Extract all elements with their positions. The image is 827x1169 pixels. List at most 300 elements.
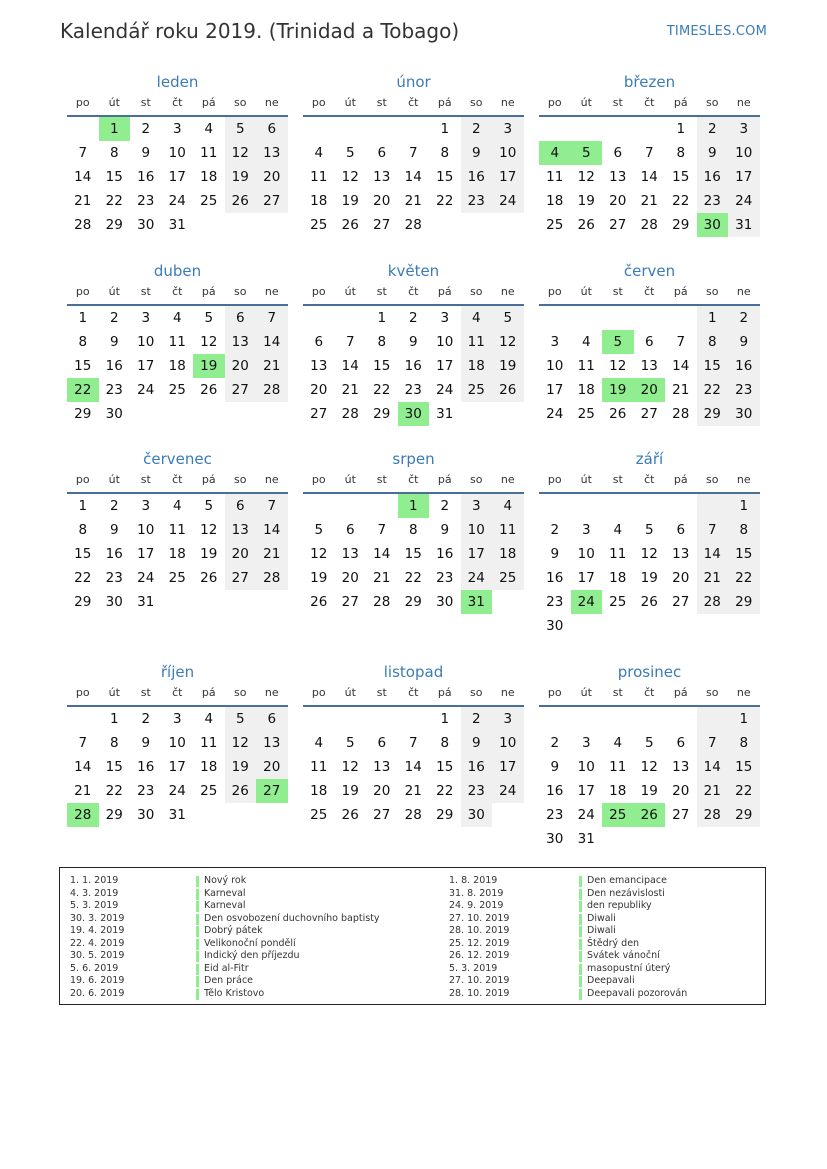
day-cell: 20: [609, 193, 627, 209]
day-cell: 27: [256, 779, 288, 803]
day-cell: 28: [74, 217, 92, 233]
holiday-marker: [579, 926, 582, 937]
day-cell: 5: [644, 522, 654, 538]
day-empty: [492, 213, 524, 237]
weekday-label: so: [706, 96, 719, 109]
weekday-label: pá: [437, 686, 452, 699]
day-cell: 16: [461, 755, 493, 779]
day-cell: 20: [373, 783, 391, 799]
day-cell: 20: [256, 755, 288, 779]
day-cell: 22: [436, 783, 454, 799]
day-cell: 2: [697, 117, 729, 141]
day-cell: 22: [105, 783, 123, 799]
weekday-label: út: [108, 473, 120, 486]
day-empty: [130, 402, 162, 426]
day-cell: 25: [168, 570, 186, 586]
day-cell: 16: [546, 570, 564, 586]
month-12: [539, 661, 760, 851]
day-cell: 26: [640, 594, 658, 610]
weekday-label: st: [612, 686, 623, 699]
day-cell: 8: [697, 330, 729, 354]
day-cell: 26: [225, 189, 257, 213]
day-cell: 19: [193, 354, 225, 378]
day-cell: 5: [571, 141, 603, 165]
weekday-label: út: [108, 285, 120, 298]
day-cell: 30: [137, 217, 155, 233]
day-cell: 7: [256, 306, 288, 330]
day-cell: 26: [310, 594, 328, 610]
day-empty: [193, 213, 225, 237]
day-cell: 4: [613, 522, 623, 538]
day-cell: 16: [697, 165, 729, 189]
day-cell: 18: [310, 783, 328, 799]
holiday-date: 30. 5. 2019: [70, 950, 125, 961]
holiday-marker: [579, 939, 582, 950]
day-cell: 14: [697, 542, 729, 566]
day-cell: 15: [672, 169, 690, 185]
day-cell: 17: [577, 570, 595, 586]
day-cell: 18: [492, 542, 524, 566]
weekday-header: [303, 282, 524, 306]
day-cell: 6: [345, 522, 355, 538]
holiday-marker: [579, 964, 582, 975]
weekday-header: [67, 470, 288, 494]
day-cell: 27: [672, 594, 690, 610]
day-cell: 12: [225, 731, 257, 755]
day-cell: 14: [404, 759, 422, 775]
month-name: září: [635, 450, 664, 468]
day-empty: [539, 117, 571, 141]
weekday-label: ne: [736, 96, 751, 109]
holiday-name: Deepavali pozorován: [587, 987, 688, 999]
holiday-marker: [196, 876, 199, 887]
day-cell: 11: [200, 145, 218, 161]
day-cell: 24: [168, 193, 186, 209]
day-cell: 10: [728, 141, 760, 165]
day-cell: 23: [461, 189, 493, 213]
day-cell: 1: [398, 494, 430, 518]
day-cell: 31: [728, 213, 760, 237]
day-empty: [366, 707, 398, 731]
weekday-label: út: [344, 686, 356, 699]
holiday-marker: [579, 914, 582, 925]
day-cell: 12: [200, 334, 218, 350]
day-cell: 28: [672, 406, 690, 422]
day-cell: 21: [672, 382, 690, 398]
day-cell: 18: [200, 169, 218, 185]
day-cell: 22: [672, 193, 690, 209]
day-grid: [303, 494, 524, 614]
weekday-label: ne: [736, 686, 751, 699]
day-cell: 2: [461, 707, 493, 731]
weekday-label: po: [75, 686, 90, 699]
day-cell: 20: [256, 165, 288, 189]
weekday-label: ne: [500, 285, 515, 298]
month-5: [303, 260, 524, 426]
day-empty: [728, 614, 760, 638]
holiday-name: masopustní úterý: [587, 962, 671, 974]
day-cell: 13: [256, 141, 288, 165]
month-name: červenec: [143, 450, 212, 468]
month-name: říjen: [160, 663, 195, 681]
day-cell: 28: [67, 803, 99, 827]
day-cell: 12: [341, 169, 359, 185]
day-cell: 10: [577, 759, 595, 775]
day-cell: 5: [345, 145, 355, 161]
day-grid: [67, 707, 288, 827]
day-cell: 27: [609, 217, 627, 233]
day-cell: 15: [728, 755, 760, 779]
day-cell: 20: [225, 354, 257, 378]
day-cell: 12: [609, 358, 627, 374]
day-cell: 30: [105, 594, 123, 610]
month-name: květen: [387, 262, 440, 280]
day-empty: [697, 494, 729, 518]
day-cell: 19: [341, 783, 359, 799]
day-cell: 13: [609, 169, 627, 185]
day-cell: 16: [436, 546, 454, 562]
day-cell: 14: [256, 518, 288, 542]
day-cell: 30: [697, 213, 729, 237]
day-cell: 29: [697, 402, 729, 426]
day-empty: [492, 402, 524, 426]
day-cell: 1: [440, 121, 450, 137]
day-cell: 1: [78, 310, 88, 326]
day-cell: 4: [172, 498, 182, 514]
month-3: [539, 71, 760, 237]
day-cell: 6: [256, 707, 288, 731]
weekday-label: ne: [264, 686, 279, 699]
day-cell: 3: [141, 498, 151, 514]
day-cell: 2: [109, 498, 119, 514]
day-empty: [303, 306, 335, 330]
month-name: červen: [623, 262, 676, 280]
day-empty: [697, 614, 729, 638]
day-cell: 3: [550, 334, 560, 350]
day-empty: [335, 707, 367, 731]
day-cell: 8: [109, 735, 119, 751]
day-cell: 11: [492, 518, 524, 542]
weekday-label: st: [376, 285, 387, 298]
day-cell: 3: [141, 310, 151, 326]
weekday-label: čt: [408, 473, 419, 486]
day-cell: 10: [168, 145, 186, 161]
day-cell: 12: [640, 546, 658, 562]
day-cell: 18: [546, 193, 564, 209]
holiday-marker: [196, 951, 199, 962]
day-empty: [539, 707, 571, 731]
day-cell: 24: [168, 783, 186, 799]
day-cell: 10: [168, 735, 186, 751]
day-cell: 11: [609, 759, 627, 775]
weekday-label: st: [612, 285, 623, 298]
weekday-header: [303, 470, 524, 494]
day-cell: 5: [345, 735, 355, 751]
holiday-name: Eid al-Fitr: [204, 962, 249, 974]
day-cell: 21: [697, 566, 729, 590]
day-cell: 30: [137, 807, 155, 823]
day-cell: 13: [256, 731, 288, 755]
day-cell: 1: [440, 711, 450, 727]
day-cell: 22: [404, 570, 422, 586]
day-cell: 19: [310, 570, 328, 586]
day-cell: 26: [341, 217, 359, 233]
day-cell: 11: [310, 759, 328, 775]
month-name: leden: [156, 73, 199, 91]
day-empty: [634, 827, 666, 851]
weekday-header: [67, 282, 288, 306]
weekday-label: ne: [264, 473, 279, 486]
day-cell: 1: [728, 707, 760, 731]
holiday-marker: [196, 914, 199, 925]
day-cell: 28: [640, 217, 658, 233]
weekday-label: pá: [673, 686, 688, 699]
day-cell: 13: [225, 330, 257, 354]
weekday-label: čt: [644, 96, 655, 109]
day-cell: 27: [256, 189, 288, 213]
weekday-label: so: [470, 96, 483, 109]
day-cell: 10: [461, 518, 493, 542]
day-cell: 27: [373, 807, 391, 823]
day-cell: 10: [137, 334, 155, 350]
day-empty: [461, 402, 493, 426]
day-cell: 2: [109, 310, 119, 326]
weekday-label: út: [580, 473, 592, 486]
holiday-name: Štědrý den: [587, 937, 640, 949]
day-cell: 5: [492, 306, 524, 330]
holiday-legend: [59, 867, 766, 1005]
weekday-label: út: [580, 285, 592, 298]
day-empty: [571, 707, 603, 731]
day-empty: [335, 494, 367, 518]
day-cell: 15: [105, 759, 123, 775]
day-empty: [571, 494, 603, 518]
day-cell: 11: [310, 169, 328, 185]
day-cell: 9: [461, 731, 493, 755]
day-grid: [539, 494, 760, 638]
day-cell: 2: [550, 522, 560, 538]
holiday-date: 5. 3. 2019: [70, 900, 119, 911]
day-cell: 5: [314, 522, 324, 538]
weekday-label: po: [75, 96, 90, 109]
day-cell: 7: [78, 735, 88, 751]
weekday-label: po: [311, 285, 326, 298]
day-empty: [162, 590, 194, 614]
holiday-marker: [579, 876, 582, 887]
day-cell: 2: [141, 711, 151, 727]
day-cell: 17: [436, 358, 454, 374]
day-cell: 1: [377, 310, 387, 326]
day-cell: 6: [676, 522, 686, 538]
day-empty: [697, 707, 729, 731]
day-cell: 10: [492, 731, 524, 755]
day-cell: 18: [609, 783, 627, 799]
day-cell: 15: [373, 358, 391, 374]
day-cell: 4: [172, 310, 182, 326]
day-cell: 8: [377, 334, 387, 350]
day-cell: 29: [105, 807, 123, 823]
day-cell: 13: [373, 759, 391, 775]
day-empty: [67, 117, 99, 141]
weekday-label: út: [580, 96, 592, 109]
day-cell: 25: [310, 217, 328, 233]
day-cell: 14: [256, 330, 288, 354]
day-cell: 21: [404, 193, 422, 209]
month-name: březen: [623, 73, 676, 91]
day-cell: 23: [105, 382, 123, 398]
day-cell: 25: [461, 378, 493, 402]
day-empty: [539, 494, 571, 518]
holiday-name: Diwali: [587, 925, 616, 936]
day-cell: 9: [550, 546, 560, 562]
day-cell: 14: [341, 358, 359, 374]
day-grid: [67, 306, 288, 426]
day-empty: [335, 117, 367, 141]
day-empty: [634, 614, 666, 638]
holiday-date: 5. 6. 2019: [70, 962, 119, 974]
day-cell: 22: [373, 382, 391, 398]
day-cell: 25: [602, 803, 634, 827]
day-cell: 11: [168, 334, 186, 350]
day-cell: 11: [546, 169, 564, 185]
day-empty: [634, 707, 666, 731]
day-cell: 7: [644, 145, 654, 161]
weekday-label: pá: [201, 285, 216, 298]
day-cell: 9: [109, 334, 119, 350]
day-cell: 3: [461, 494, 493, 518]
day-cell: 9: [141, 145, 151, 161]
day-cell: 3: [581, 522, 591, 538]
day-cell: 19: [640, 570, 658, 586]
holiday-name: Deepavali: [587, 975, 635, 986]
weekday-label: pá: [437, 96, 452, 109]
day-cell: 29: [373, 406, 391, 422]
day-cell: 1: [99, 117, 131, 141]
day-cell: 8: [78, 522, 88, 538]
weekday-label: st: [140, 285, 151, 298]
holiday-name: Tělo Kristovo: [204, 987, 265, 999]
holiday-marker: [196, 926, 199, 937]
day-cell: 20: [225, 542, 257, 566]
holiday-marker: [579, 901, 582, 912]
day-cell: 22: [436, 193, 454, 209]
weekday-label: so: [234, 96, 247, 109]
day-cell: 11: [609, 546, 627, 562]
day-cell: 23: [105, 570, 123, 586]
day-cell: 6: [314, 334, 324, 350]
weekday-label: so: [470, 473, 483, 486]
holiday-date: 20. 6. 2019: [70, 987, 125, 999]
day-empty: [335, 306, 367, 330]
day-empty: [492, 590, 524, 614]
page-title: Kalendář roku 2019. (Trinidad a Tobago): [60, 19, 460, 43]
day-cell: 14: [672, 358, 690, 374]
weekday-label: pá: [437, 473, 452, 486]
weekday-label: čt: [644, 686, 655, 699]
brand-link[interactable]: TIMESLES.COM: [666, 24, 767, 39]
day-cell: 31: [137, 594, 155, 610]
day-grid: [67, 494, 288, 614]
day-empty: [366, 494, 398, 518]
day-empty: [366, 117, 398, 141]
day-cell: 8: [109, 145, 119, 161]
day-cell: 10: [546, 358, 564, 374]
day-cell: 24: [577, 807, 595, 823]
day-cell: 16: [137, 169, 155, 185]
day-cell: 13: [672, 759, 690, 775]
day-cell: 6: [377, 735, 387, 751]
day-cell: 2: [728, 306, 760, 330]
day-cell: 19: [640, 783, 658, 799]
holiday-marker: [196, 976, 199, 987]
day-cell: 17: [137, 546, 155, 562]
day-cell: 28: [697, 590, 729, 614]
weekday-label: st: [612, 473, 623, 486]
weekday-label: pá: [201, 473, 216, 486]
day-cell: 11: [577, 358, 595, 374]
day-cell: 28: [256, 378, 288, 402]
weekday-label: út: [344, 96, 356, 109]
day-empty: [665, 827, 697, 851]
weekday-label: út: [344, 285, 356, 298]
day-cell: 5: [602, 330, 634, 354]
day-empty: [492, 803, 524, 827]
day-empty: [665, 306, 697, 330]
holiday-name: Karneval: [204, 887, 246, 899]
day-cell: 25: [609, 594, 627, 610]
day-cell: 3: [492, 707, 524, 731]
month-2: [303, 71, 524, 237]
day-cell: 29: [105, 217, 123, 233]
day-cell: 5: [225, 707, 257, 731]
day-cell: 7: [408, 145, 418, 161]
day-cell: 10: [492, 141, 524, 165]
weekday-header: [539, 470, 760, 494]
day-cell: 11: [168, 522, 186, 538]
weekday-label: čt: [408, 285, 419, 298]
day-cell: 12: [341, 759, 359, 775]
weekday-label: ne: [736, 473, 751, 486]
day-cell: 24: [461, 566, 493, 590]
day-grid: [539, 707, 760, 851]
day-cell: 17: [577, 783, 595, 799]
weekday-label: po: [311, 473, 326, 486]
day-cell: 6: [676, 735, 686, 751]
day-cell: 24: [436, 382, 454, 398]
day-cell: 13: [341, 546, 359, 562]
day-cell: 28: [341, 406, 359, 422]
weekday-label: ne: [736, 285, 751, 298]
day-empty: [225, 402, 257, 426]
holiday-date: 4. 3. 2019: [70, 887, 119, 899]
day-cell: 14: [373, 546, 391, 562]
day-empty: [571, 306, 603, 330]
day-cell: 23: [728, 378, 760, 402]
day-grid: [539, 306, 760, 426]
day-empty: [728, 827, 760, 851]
holiday-date: 5. 3. 2019: [449, 962, 498, 974]
day-empty: [602, 117, 634, 141]
day-cell: 11: [461, 330, 493, 354]
day-cell: 9: [728, 330, 760, 354]
day-cell: 25: [492, 566, 524, 590]
day-cell: 21: [74, 193, 92, 209]
day-cell: 21: [640, 193, 658, 209]
day-cell: 25: [546, 217, 564, 233]
weekday-label: st: [376, 96, 387, 109]
day-cell: 18: [200, 759, 218, 775]
holiday-date: 19. 6. 2019: [70, 975, 125, 986]
